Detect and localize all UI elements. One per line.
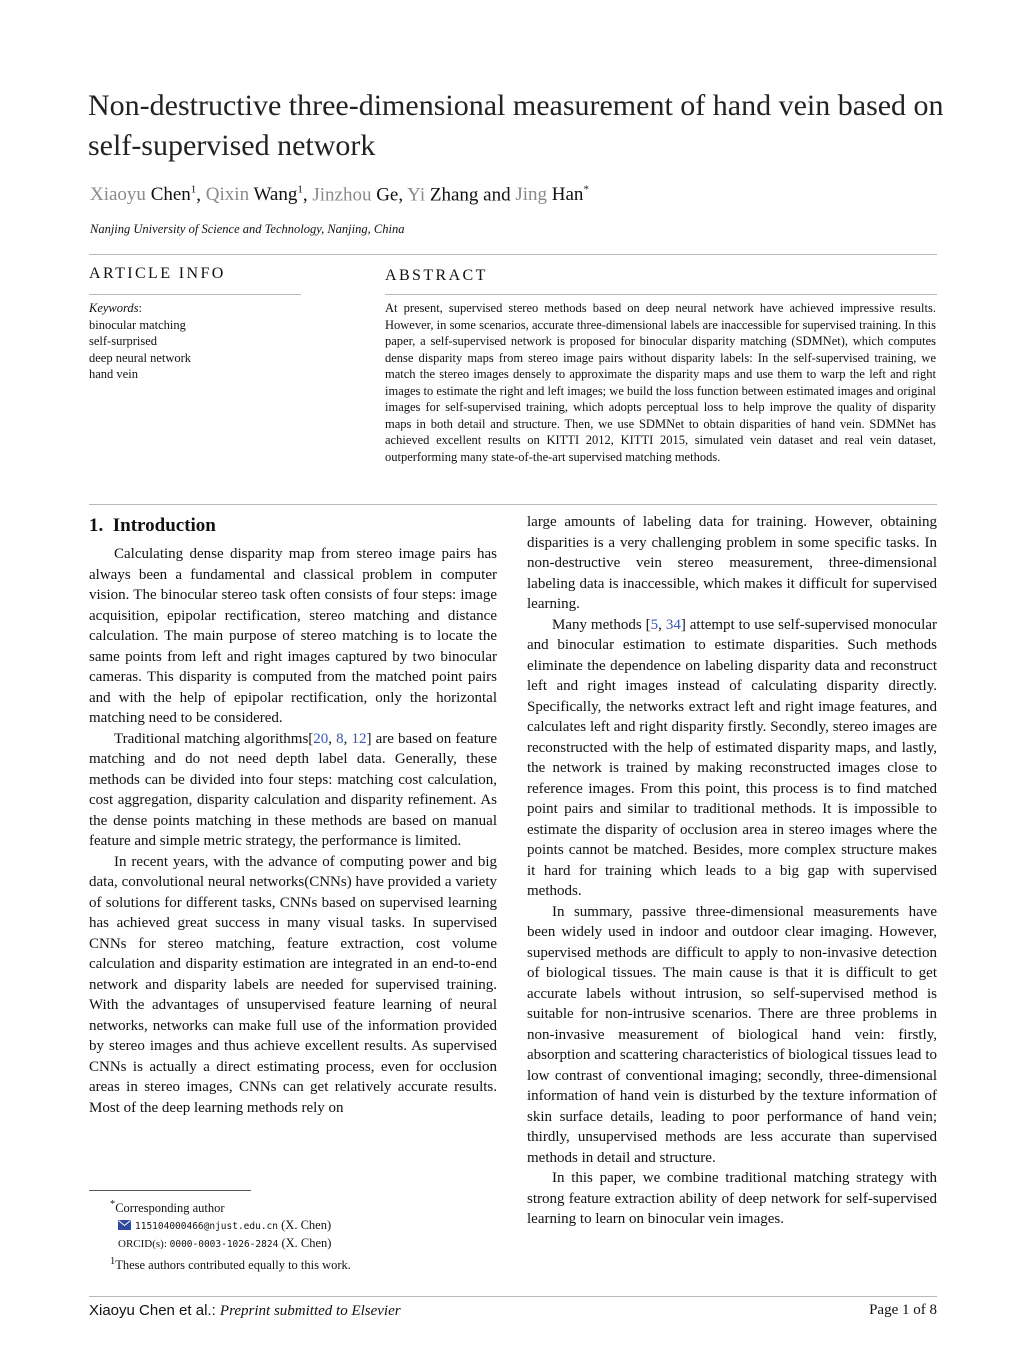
header-divider bbox=[89, 254, 937, 255]
intro-paragraph: Traditional matching algorithms[20, 8, 12] are based on feature matching and do not need depth label data. Generally, these methods can be divided into four steps: matching cost calculation, cost aggregation, disparity calculation and disparity refinement. As the dense points matching in these methods are based on manual feature and simple metric strategy, the performance is limited. bbox=[89, 730, 498, 849]
author-name: Yi Zhang bbox=[407, 184, 479, 206]
footnote-equal-contribution: $^1$These authors contributed equally to this work. bbox=[110, 1256, 351, 1273]
article-info-divider bbox=[89, 294, 301, 295]
citation-link[interactable]: 5 bbox=[650, 616, 659, 633]
keyword-item: self-surprised bbox=[89, 334, 158, 349]
citation-link[interactable]: 8 bbox=[336, 730, 344, 747]
citation-link[interactable]: 20 bbox=[313, 730, 329, 747]
citation-link[interactable]: 12 bbox=[351, 730, 367, 747]
footnote-email: 115104000466@njust.edu.cn (X. Chen) bbox=[110, 1217, 510, 1235]
footer-divider bbox=[89, 1296, 937, 1297]
keyword-item: deep neural network bbox=[89, 350, 192, 365]
paper-title: Non-destructive three-dimensional measurement of hand vein based on self-supervised network bbox=[88, 89, 944, 162]
article-info-heading: ARTICLE INFO bbox=[89, 265, 226, 282]
envelope-icon bbox=[118, 1220, 131, 1230]
right-column bbox=[527, 512, 937, 1230]
keyword-item: hand vein bbox=[89, 367, 138, 382]
left-column bbox=[89, 544, 497, 1118]
affiliation: Nanjing University of Science and Technology, Nanjing, China bbox=[90, 222, 405, 236]
author-name: Jing Han* bbox=[515, 184, 589, 206]
citation-link[interactable]: 34 bbox=[665, 616, 681, 633]
keywords-block bbox=[89, 300, 301, 383]
email-link[interactable]: 115104000466@njust.edu.cn bbox=[135, 1221, 278, 1233]
footnote-corresponding: *Corresponding author bbox=[110, 1199, 225, 1216]
footnote-orcid: ORCID(s): 0000-0003-1026-2824 (X. Chen) bbox=[118, 1236, 332, 1251]
abstract-divider bbox=[385, 294, 937, 295]
author-list: Xiaoyu Chen$^1$, Qixin Wang$^1$, Jinzhou Ge, Yi Zhang and Jing Han* bbox=[90, 184, 589, 206]
intro-paragraph: In this paper, we combine traditional matching strategy with strong feature extraction ability of deep network for self-supervised learning to learn on binocular vein images. bbox=[527, 1170, 937, 1227]
section-number: 1. bbox=[89, 515, 104, 536]
intro-paragraph: Calculating dense disparity map from stereo image pairs has always been a fundamental and classical problem in computer vision. The binocular stereo task often consists of four steps: image acquisition, epipolar rectification, stereo matching and distance calculation. The main purpose of stereo matching is to locate the same points from left and right images captured by two binocular cameras. This disparity is computed from the matched point pairs and with the help of epipolar rectification, only the horizontal matching need to be considered. bbox=[89, 546, 497, 726]
section-title: Introduction bbox=[112, 515, 216, 536]
intro-paragraph: In summary, passive three-dimensional measurements have been widely used in indoor and outdoor clear imaging. However, supervised methods are difficult to apply to non-invasive detection of biological tissues. The main cause is that it is difficult to get accurate labels without intrusion, so self-supervised method is suitable for non-intrusive scenarios. There are three problems in non-invasive measurement of biological hand vein: firstly, absorption and scattering characteristics of biological tissues lead to low contrast of conventional imaging; secondly, three-dimensional information of hand vein is disturbed by the texture information of skin surface details, leading to poor performance of hand vein; thirdly, unsupervised methods are less accurate than supervised methods in detail and structure. bbox=[527, 903, 937, 1166]
publication-note: Preprint submitted to Elsevier bbox=[219, 1303, 401, 1319]
abstract-text: At present, supervised stereo methods based on deep neural network have achieved impressive results. However, in some scenarios, accurate three-dimensional labels are inaccessible for supervised training. In this paper, a self-supervised network is proposed for binocular disparity matching (SDMNet), which computes dense disparity maps from stereo image pairs without disparity labels: In the self-supervised training, we match the stereo images densely to approximate the disparity maps and use them to warp the left and right images to estimate the right and left images; we build the loss function between estimated images and original images for self-supervised training, which adopts perceptual loss to help improve the quality of disparity maps in both detail and structure. Then, we use SDMNet to obtain disparities of hand vein. SDMNet has achieved excellent results on KITTI 2012, KITTI 2015, simulated vein dataset and real vein dataset, outperforming many state-of-the-art supervised matching methods. bbox=[385, 301, 936, 464]
abstract-bottom-divider bbox=[89, 504, 937, 505]
orcid-id: 0000-0003-1026-2824 bbox=[169, 1239, 279, 1251]
intro-paragraph: large amounts of labeling data for training. However, obtaining disparities is a very challenging problem in some specific tasks. In non-destructive vein stereo measurement, three-dimensional labeling data is inaccessible, which makes it difficult for supervised learning. bbox=[527, 514, 937, 612]
intro-paragraph: Many methods [5, 34] attempt to use self-supervised monocular and binocular estimation to estimate disparities. Such methods eliminate the dependence on labeling disparity data and reconstruct left and right images instead of calculating disparity directly. Specifically, the networks extract left and right image features, and calculates left and right disparity firstly. Secondly, stereo images are reconstructed with the help of estimated disparity maps, and lastly, the network is trained by making reconstructed images close to reference images. From this point, this process is to find matched point pairs and similar to traditional methods. It is impossible to estimate the disparity of occlusion area in stereo images where the points cannot be matched. Besides, more complex structure makes it hard for training which leads to a big gap with supervised methods. bbox=[527, 616, 937, 899]
page-number: Page 1 of 8 bbox=[869, 1302, 937, 1318]
author-name: Qixin Wang$^1$ bbox=[205, 184, 303, 206]
keywords-label: Keywords: bbox=[89, 301, 143, 315]
intro-paragraph: In recent years, with the advance of computing power and big data, convolutional neural networks(CNNs) have provided a variety of solutions for different tasks, CNNs based on supervised learning has achieved great success in many visual tasks. In supervised CNNs for stereo matching, feature extraction, cost volume calculation and disparity estimation are integrated in an end-to-end network and disparity labels are needed for supervised training. With the advantages of unsupervised feature learning of neural networks, networks can make full use of the information provided by stereo images and thus achieve excellent results. As supervised CNNs is actually a direct estimating process, even for occlusion areas in stereo images, CNNs can get relatively accurate results. Most of the deep learning methods rely on bbox=[89, 853, 497, 1116]
footnote-divider bbox=[89, 1190, 251, 1191]
footnotes bbox=[110, 1196, 510, 1274]
author-name: Xiaoyu Chen$^1$ bbox=[90, 184, 197, 206]
running-footer: Xiaoyu Chen et al.: Preprint submitted to Elsevier bbox=[89, 1302, 401, 1319]
keyword-item: binocular matching bbox=[89, 317, 186, 332]
author-name: Jinzhou Ge bbox=[312, 184, 399, 206]
abstract-heading: ABSTRACT bbox=[385, 267, 488, 284]
section-heading bbox=[89, 515, 216, 537]
